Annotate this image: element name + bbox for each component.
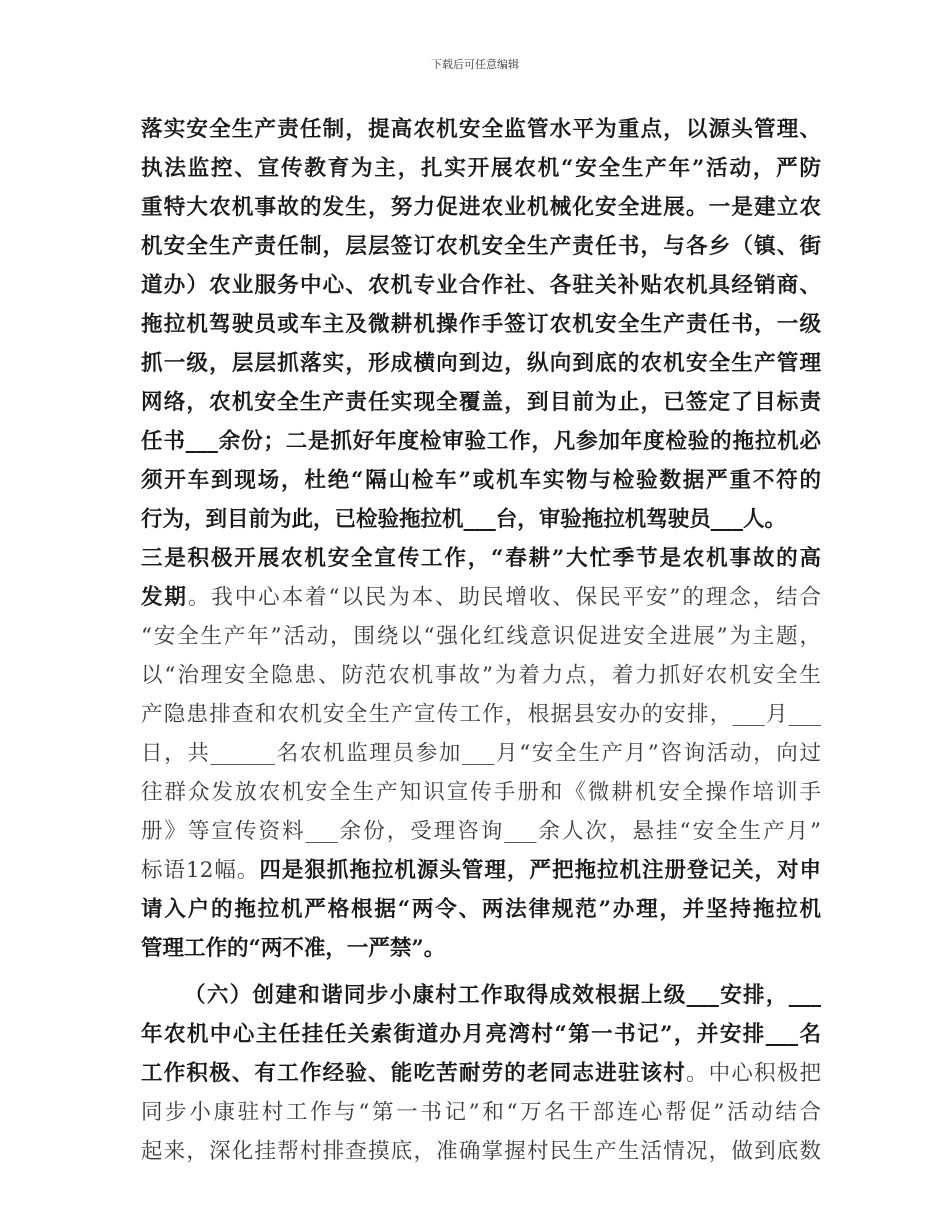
- text-line: 请入户的拖拉机严格根据“两令、两法律规范”办理，并坚持拖拉机: [141, 897, 821, 922]
- text-line: 行为，到目前为此，已检验拖拉机___台，审验拖拉机驾驶员___人。: [141, 507, 787, 532]
- text-line: 册》等宣传资料___余份，受理咨询___余人次，悬挂“安全生产月”: [141, 819, 821, 844]
- text-line: [141, 1054, 821, 1093]
- text-line: 任书___余份；二是抓好年度检审验工作，凡参加年度检验的拖拉机必: [141, 429, 821, 454]
- text-line: 拖拉机驾驶员或车主及微耕机操作手签订农机安全生产责任书，一级: [141, 312, 821, 337]
- document-body: [141, 110, 821, 1171]
- text-line: 起来，深化挂帮村排查摸底，准确掌握村民生产生活情况，做到底数: [141, 1139, 821, 1164]
- text-line: 同步小康驻村工作与“第一书记”和“万名干部连心帮促”活动结合: [141, 1100, 821, 1125]
- text-line: 道办）农业服务中心、农机专业合作社、各驻关补贴农机具经销商、: [141, 273, 821, 298]
- text-line: 以“治理安全隐患、防范农机事故”为着力点，着力抓好农机安全生: [141, 663, 821, 688]
- text-line: 管理工作的“两不准，一严禁”。: [141, 936, 446, 961]
- text-segment: 四是狠抓拖拉机源头管理，严把拖拉机注册登记关，对申: [259, 858, 821, 883]
- text-line: 产隐患排查和农机安全生产宣传工作，根据县安办的安排，___月___: [141, 702, 821, 727]
- page-header: 下载后可任意编辑: [431, 58, 519, 71]
- text-line: 三是积极开展农机安全宣传工作，“春耕”大忙季节是农机事故的高: [141, 546, 821, 571]
- text-line: 重特大农机事故的发生，努力促进农业机械化安全进展。一是建立农: [141, 195, 821, 220]
- text-segment: 标语12幅。: [141, 858, 260, 883]
- text-line: 执法监控、宣传教育为主，扎实开展农机“安全生产年”活动，严防: [141, 156, 821, 181]
- text-segment: 。我中心本着“以民为本、助民增收、保民平安”的理念，结合: [187, 585, 821, 610]
- text-segment: 。中心积极把: [685, 1061, 821, 1086]
- text-line: 往群众发放农机安全生产知识宣传手册和《微耕机安全操作培训手: [141, 780, 821, 805]
- text-line: （六）创建和谐同步小康村工作取得成效根据上级___安排，___: [184, 983, 821, 1008]
- text-line: 抓一级，层层抓落实，形成横向到边，纵向到底的农机安全生产管理: [141, 351, 821, 376]
- text-segment: 工作积极、有工作经验、能吃苦耐劳的老同志进驻该村: [141, 1061, 686, 1086]
- text-line: 日，共______名农机监理员参加___月“安全生产月”咨询活动，向过: [141, 741, 821, 766]
- text-segment: 发期: [141, 585, 188, 610]
- text-line: [141, 851, 821, 890]
- text-line: 网络，农机安全生产责任实现全覆盖，到目前为止，已签定了目标责: [141, 390, 821, 415]
- text-line: 年农机中心主任挂任关索街道办月亮湾村“第一书记”，并安排___名: [141, 1022, 821, 1047]
- text-line: “安全生产年”活动，围绕以“强化红线意识促进安全进展”为主题，: [141, 624, 821, 649]
- text-line: 须开车到现场，杜绝“隔山检车”或机车实物与检验数据严重不符的: [141, 468, 821, 493]
- text-line: 落实安全生产责任制，提高农机安全监管水平为重点，以源头管理、: [141, 117, 821, 142]
- text-line: 机安全生产责任制，层层签订农机安全生产责任书，与各乡（镇、街: [141, 234, 821, 259]
- text-line: [141, 578, 821, 617]
